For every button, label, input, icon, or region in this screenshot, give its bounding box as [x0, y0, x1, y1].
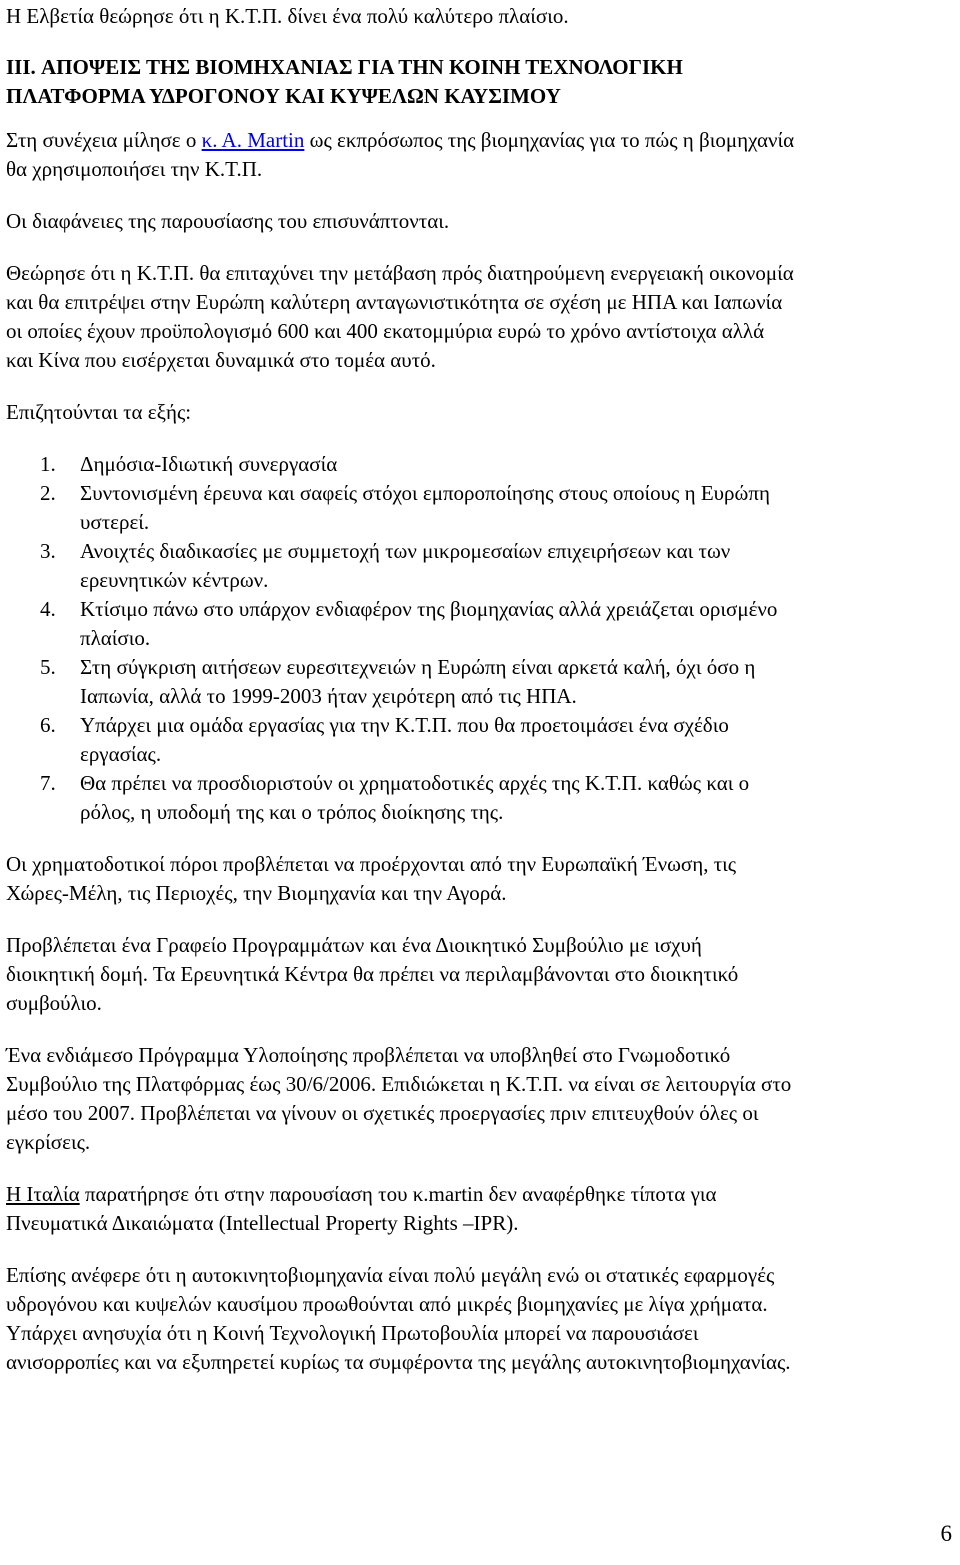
list-item-number: 3. [40, 539, 56, 563]
considered-line3: οι οποίες έχουν προϋπολογισμό 600 και 400 εκατομμύρια ευρώ το χρόνο αντίστοιχα αλλά [6, 319, 765, 343]
intro-line: Η Ελβετία θεώρησε ότι η Κ.Τ.Π. δίνει ένα πολύ καλύτερο πλαίσιο. [6, 4, 569, 28]
list-item-number: 4. [40, 597, 56, 621]
office-line2: διοικητική δομή. Τα Ερευνητικά Κέντρα θα πρέπει να περιλαμβάνονται στο διοικητικό [6, 962, 739, 986]
list-item-text: Θα πρέπει να προσδιοριστούν οι χρηματοδοτικές αρχές της Κ.Τ.Π. καθώς και ο [80, 771, 750, 795]
list-item-number: 5. [40, 655, 56, 679]
slides-note: Οι διαφάνειες της παρουσίασης του επισυνάπτονται. [6, 209, 450, 233]
list-item-text: Στη σύγκριση αιτήσεων ευρεσιτεχνειών η Ευρώπη είναι αρκετά καλή, όχι όσο η [80, 655, 756, 679]
speaker-line1 [6, 126, 794, 154]
list-item-text-cont: πλαίσιο. [80, 626, 151, 650]
implementation-line1: Ένα ενδιάμεσο Πρόγραμμα Υλοποίησης προβλέπεται να υποβληθεί στο Γνωμοδοτικό [6, 1043, 731, 1067]
requirements-intro: Επιζητούνται τα εξής: [6, 400, 192, 424]
list-item-text: Δημόσια-Ιδιωτική συνεργασία [80, 452, 338, 476]
list-item-text: Κτίσιμο πάνω στο υπάρχον ενδιαφέρον της βιομηχανίας αλλά χρειάζεται ορισμένο [80, 597, 778, 621]
speaker-suffix: ως εκπρόσωπος της βιομηχανίας για το πώς η βιομηχανία [304, 128, 795, 152]
considered-line4: και Κίνα που εισέρχεται δυναμικά στο τομέα αυτό. [6, 348, 436, 372]
office-line3: συμβούλιο. [6, 991, 102, 1015]
list-item-text: Συντονισμένη έρευνα και σαφείς στόχοι εμπορoποίησης στους οποίους η Ευρώπη [80, 481, 770, 505]
list-item-number: 2. [40, 481, 56, 505]
page-number: 6 [940, 1521, 952, 1546]
italy-country: Η Ιταλία [6, 1182, 80, 1206]
list-item-text-cont: εργασίας. [80, 742, 162, 766]
section-heading-line1: III. ΑΠΟΨΕΙΣ ΤΗΣ ΒΙΟΜΗΧΑΝΙΑΣ ΓΙΑ ΤΗΝ ΚΟΙΝΗ ΤΕΧΝΟΛΟΓΙΚΗ [6, 55, 683, 79]
implementation-line2: Συμβούλιο της Πλατφόρμας έως 30/6/2006. Επιδιώκεται η Κ.Τ.Π. να είναι σε λειτουργία στο [6, 1072, 792, 1096]
implementation-line3: μέσο του 2007. Προβλέπεται να γίνουν οι σχετικές προεργασίες πριν επιτευχθούν όλες οι [6, 1101, 759, 1125]
section-heading-line2: ΠΛΑΤΦΟΡΜΑ ΥΔΡΟΓΟΝΟΥ ΚΑΙ ΚΥΨΕΛΩΝ ΚΑΥΣΙΜΟΥ [6, 84, 561, 108]
automotive-line3: Υπάρχει ανησυχία ότι η Κοινή Τεχνολογική Πρωτοβουλία μπορεί να παρουσιάσει [6, 1321, 699, 1345]
list-item-text-cont: υστερεί. [80, 510, 150, 534]
funding-line1: Οι χρηματοδοτικοί πόροι προβλέπεται να προέρχονται από την Ευρωπαϊκή Ένωση, τις [6, 852, 737, 876]
speaker-name-link[interactable]: κ. Α. Martin [201, 128, 305, 152]
italy-line2: Πνευματικά Δικαιώματα (Intellectual Property Rights –IPR). [6, 1211, 519, 1235]
italy-text: παρατήρησε ότι στην παρουσίαση του κ.martin δεν αναφέρθηκε τίποτα για [79, 1182, 717, 1206]
list-item-number: 6. [40, 713, 56, 737]
considered-line1: Θεώρησε ότι η Κ.Τ.Π. θα επιταχύνει την μετάβαση πρός διατηρούμενη ενεργειακή οικονομία [6, 261, 794, 285]
funding-line2: Χώρες-Μέλη, τις Περιοχές, την Βιομηχανία και την Αγορά. [6, 881, 507, 905]
speaker-line2: θα χρησιμοποιήσει την Κ.Τ.Π. [6, 157, 263, 181]
speaker-prefix: Στη συνέχεια μίλησε ο [6, 128, 202, 152]
italy-line1 [6, 1180, 717, 1208]
list-item-number: 7. [40, 771, 56, 795]
implementation-line4: εγκρίσεις. [6, 1130, 91, 1154]
list-item-text-cont: Ιαπωνία, αλλά το 1999-2003 ήταν χειρότερη από τις ΗΠΑ. [80, 684, 577, 708]
automotive-line2: υδρογόνου και κυψελών καυσίμου προωθούνται από μικρές βιομηχανίες με λίγα χρήματα. [6, 1292, 768, 1316]
list-item-text: Υπάρχει μια ομάδα εργασίας για την Κ.Τ.Π. που θα προετοιμάσει ένα σχέδιο [80, 713, 729, 737]
considered-line2: και θα επιτρέψει στην Ευρώπη καλύτερη ανταγωνιστικότητα σε σχέση με ΗΠΑ και Ιαπωνία [6, 290, 783, 314]
list-item-text-cont: ρόλος, η υποδομή της και ο τρόπος διοίκησης της. [80, 800, 504, 824]
automotive-line4: ανισορροπίες και να εξυπηρετεί κυρίως τα συμφέροντα της μεγάλης αυτοκινητοβιομηχανίας. [6, 1350, 791, 1374]
list-item-number: 1. [40, 452, 56, 476]
office-line1: Προβλέπεται ένα Γραφείο Προγραμμάτων και ένα Διοικητικό Συμβούλιο με ισχυή [6, 933, 702, 957]
list-item-text-cont: ερευνητικών κέντρων. [80, 568, 269, 592]
list-item-text: Ανοιχτές διαδικασίες με συμμετοχή των μικρομεσαίων επιχειρήσεων και των [80, 539, 731, 563]
automotive-line1: Επίσης ανέφερε ότι η αυτοκινητοβιομηχανία είναι πολύ μεγάλη ενώ οι στατικές εφαρμογές [6, 1263, 775, 1287]
